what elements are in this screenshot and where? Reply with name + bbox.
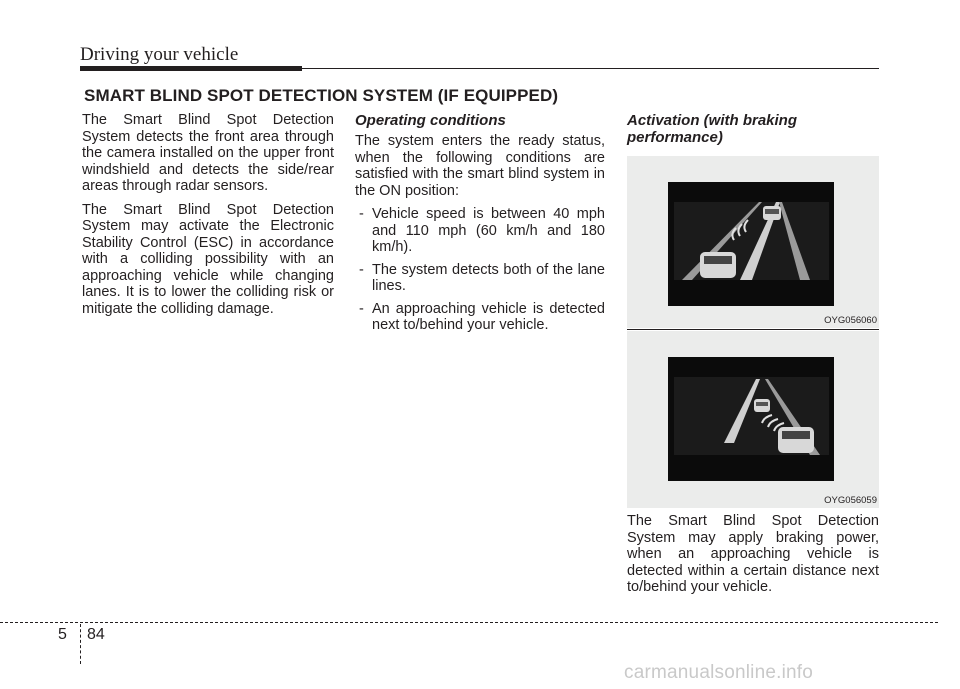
figure-side-warning <box>627 156 879 328</box>
column-1 <box>82 112 334 324</box>
lane-illustration <box>668 182 834 306</box>
figure-rear-warning <box>627 331 879 508</box>
paragraph-ready-status: The system enters the ready status, when the following conditions are satisfied with the smart blind system in the ON position: <box>355 133 605 199</box>
paragraph-esc: The Smart Blind Spot Detection System may activate the Electronic Stability Control (ESC) in accordance with a colliding possibility with an approaching vehicle while changing lanes. It is to lower the colliding risk or mitigate the colliding damage. <box>82 201 334 317</box>
own-car-icon <box>778 427 814 453</box>
page-number: 84 <box>87 626 105 643</box>
figure-code: OYG056060 <box>824 315 877 326</box>
own-car-icon <box>700 252 736 278</box>
condition-item: - The system detects both of the lane lines. <box>355 262 605 295</box>
lane-illustration <box>668 357 834 481</box>
header-rule-thin <box>302 68 879 69</box>
section-title: SMART BLIND SPOT DETECTION SYSTEM (IF EQUIPPED) <box>84 86 559 105</box>
paragraph-intro: The Smart Blind Spot Detection System detects the front area through the camera installed on the upper front windshield and detects the side/rear areas through radar sensors. <box>82 112 334 194</box>
watermark: carmanualsonline.info <box>624 662 814 683</box>
section-number: 5 <box>58 626 67 643</box>
footer-vertical-divider <box>80 624 81 664</box>
header-rule-thick <box>80 66 302 71</box>
cluster-display <box>668 357 834 481</box>
column-3 <box>627 112 879 150</box>
paragraph-braking: The Smart Blind Spot Detection System may apply braking power, when an approaching vehicle is detected within a certain distance next to/behind your vehicle. <box>627 513 879 595</box>
condition-item: - Vehicle speed is between 40 mph and 110 mph (60 km/h and 180 km/h). <box>355 206 605 256</box>
cluster-display <box>668 182 834 306</box>
condition-item: - An approaching vehicle is detected next to/behind your vehicle. <box>355 301 605 334</box>
heading-operating-conditions: Operating conditions <box>355 112 506 129</box>
approaching-car-icon <box>754 399 770 412</box>
heading-activation: Activation (with braking performance) <box>627 112 798 146</box>
column-2 <box>355 112 605 340</box>
condition-list <box>355 206 605 334</box>
figure-code: OYG056059 <box>824 495 877 506</box>
chapter-title: Driving your vehicle <box>80 44 239 65</box>
approaching-car-icon <box>763 206 781 220</box>
footer-dashed-rule <box>0 622 938 623</box>
figure-divider <box>627 329 879 330</box>
